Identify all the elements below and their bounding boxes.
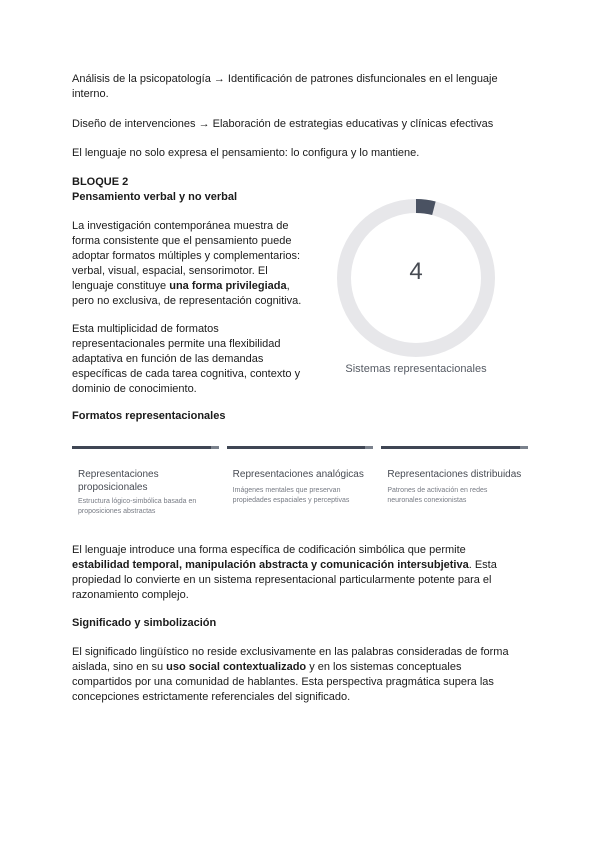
card-description: Estructura lógico-simbólica basada en proposiciones abstractas bbox=[78, 498, 197, 515]
formatos-heading: Formatos representacionales bbox=[72, 410, 226, 422]
ring-progress-arc bbox=[416, 206, 434, 208]
card-description: Patrones de activación en redes neuronales conexionistas bbox=[387, 487, 488, 504]
para3-emphasis: estabilidad temporal, manipulación abstracta y comunicación intersubjetiva bbox=[72, 559, 469, 571]
para3-line bbox=[72, 558, 497, 573]
para2-line: específicas de cada tarea cognitiva, contexto y bbox=[72, 368, 301, 380]
para2-line: dominio de conocimiento. bbox=[72, 383, 197, 395]
para1-text: , bbox=[286, 280, 290, 292]
significado-text: aislada, sino en su bbox=[72, 661, 167, 673]
significado-line: compartidos por una comunidad de hablantes. Esta perspectiva pragmática supera las bbox=[72, 676, 494, 688]
para1-line: forma consistente que el pensamiento puede bbox=[72, 235, 292, 247]
para1-line: adoptar formatos múltiples y complementarios: bbox=[72, 250, 301, 262]
para2-line: adaptativa en función de las demandas bbox=[72, 353, 264, 365]
ring-caption: Sistemas representacionales bbox=[345, 363, 487, 375]
card-title: Representaciones analógicas bbox=[232, 469, 364, 480]
ring-value: 4 bbox=[409, 258, 423, 285]
significado-heading: Significado y simbolización bbox=[72, 617, 217, 629]
para1-line: pero no exclusiva, de representación cognitiva. bbox=[72, 295, 302, 307]
para1-text: lenguaje constituye bbox=[72, 280, 170, 292]
card-top-bar bbox=[381, 446, 528, 449]
significado-text: y en los sistemas conceptuales bbox=[306, 661, 462, 673]
card-title: Representaciones distribuidas bbox=[387, 469, 522, 480]
significado-emphasis: uso social contextualizado bbox=[166, 661, 307, 673]
significado-line: concepciones estrictamente referenciales del significado. bbox=[72, 691, 351, 703]
line-intervenciones: Diseño de intervenciones → Elaboración de estrategias educativas y clínicas efectivas bbox=[72, 118, 494, 130]
para1-line bbox=[72, 279, 290, 294]
para3-text: . Esta bbox=[468, 559, 497, 571]
line-lenguaje-configura: El lenguaje no solo expresa el pensamiento: lo configura y lo mantiene. bbox=[72, 147, 420, 159]
para2-line: representacionales permite una flexibilidad bbox=[72, 338, 281, 350]
para2-line: Esta multiplicidad de formatos bbox=[72, 323, 219, 335]
para3-line: propiedad lo convierte en un sistema representacional particularmente potente para el bbox=[72, 574, 492, 586]
card-analogicas bbox=[227, 446, 374, 522]
para1-line: verbal, visual, espacial, sensorimotor. El bbox=[72, 265, 268, 277]
para3-line: El lenguaje introduce una forma específica de codificación simbólica que permite bbox=[72, 544, 466, 556]
formatos-cards bbox=[72, 446, 528, 522]
card-distribuidas bbox=[381, 446, 528, 522]
card-proposicionales bbox=[72, 446, 219, 522]
significado-line: El significado lingüístico no reside exclusivamente en las palabras consideradas de forma bbox=[72, 646, 509, 658]
para1-emphasis: una forma privilegiada bbox=[169, 280, 287, 292]
card-description: Imágenes mentales que preservan propiedades espaciales y perceptivas bbox=[232, 487, 350, 504]
line-psicopatologia-cont: interno. bbox=[72, 88, 109, 100]
bloque-label: BLOQUE 2 bbox=[72, 176, 129, 188]
para3-line: razonamiento complejo. bbox=[72, 589, 189, 601]
bloque-title: Pensamiento verbal y no verbal bbox=[72, 191, 238, 203]
card-title: Representaciones proposicionales bbox=[78, 469, 159, 493]
line-psicopatologia: Análisis de la psicopatología → Identificación de patrones disfuncionales en el lenguaje bbox=[72, 73, 498, 85]
card-top-bar bbox=[227, 446, 374, 449]
significado-line bbox=[72, 660, 461, 675]
para1-line: La investigación contemporánea muestra de bbox=[72, 220, 289, 232]
card-top-bar bbox=[72, 446, 219, 449]
